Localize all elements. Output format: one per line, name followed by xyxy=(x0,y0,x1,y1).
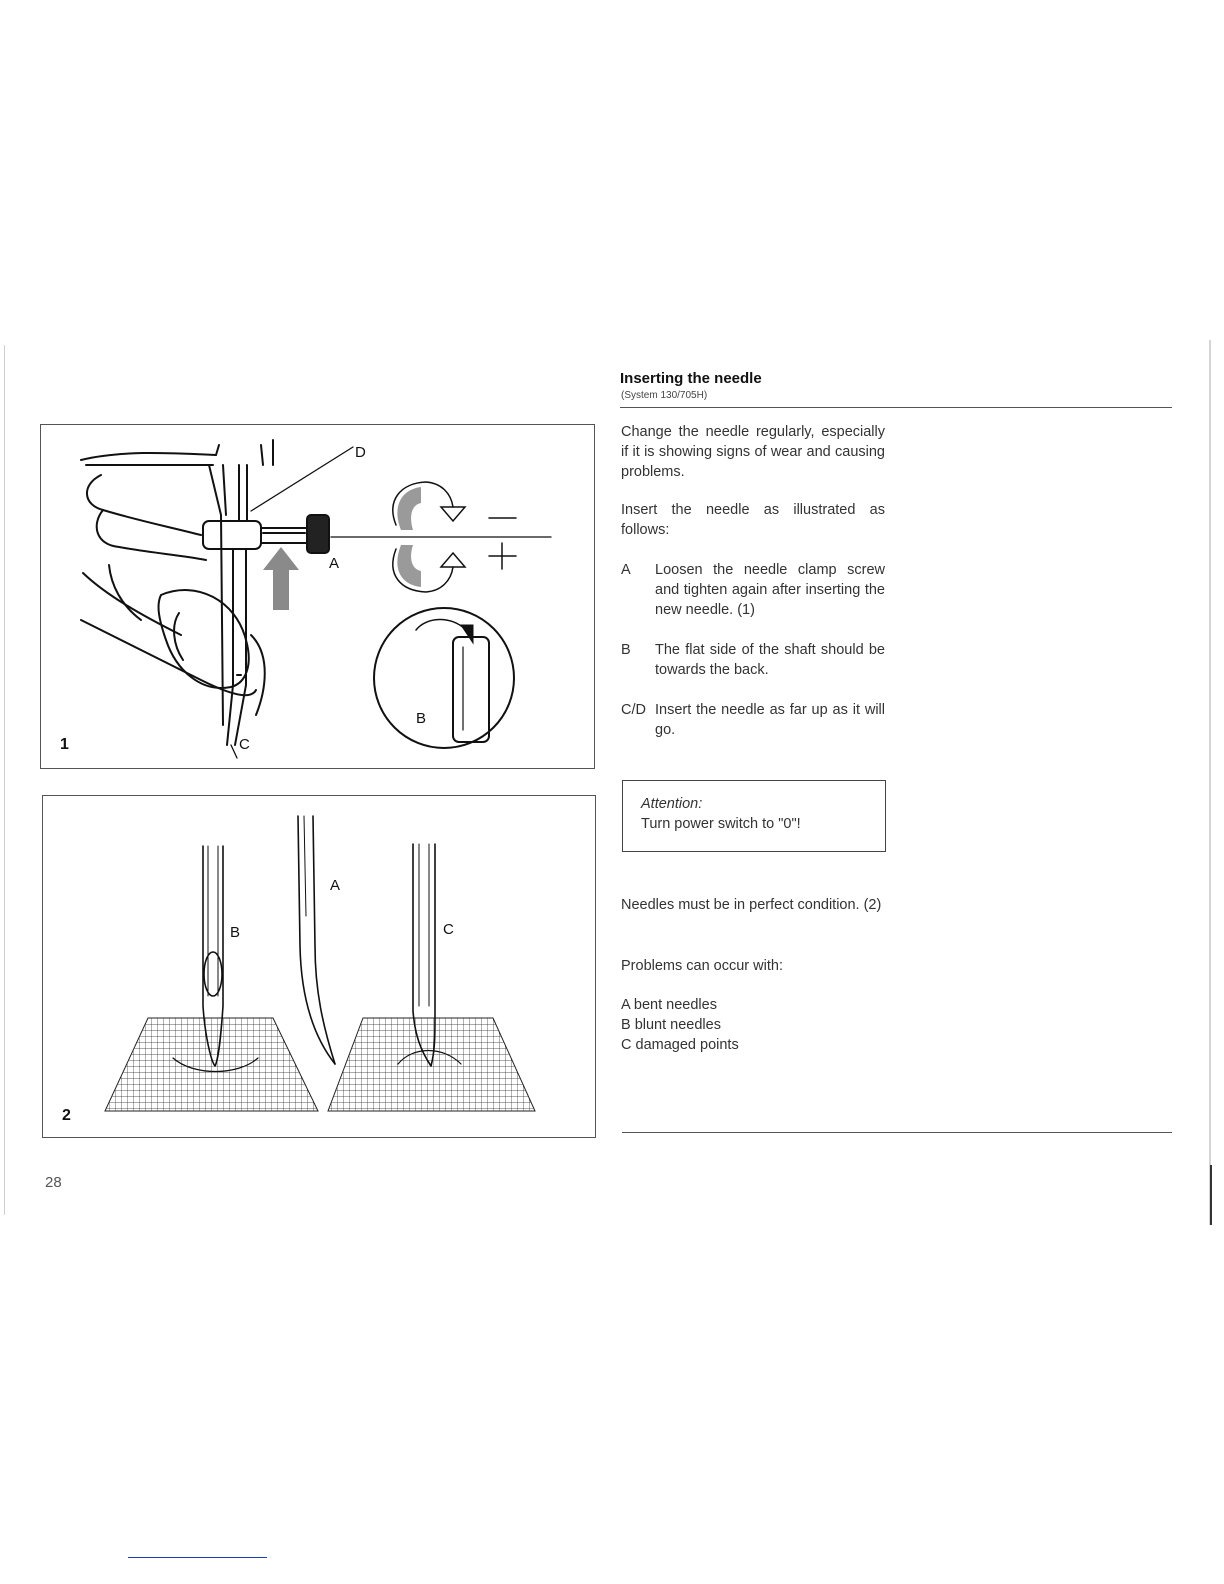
figure-1-label-b: B xyxy=(416,710,427,727)
problem-key: C xyxy=(621,1037,632,1053)
figure-2-number: 2 xyxy=(62,1107,71,1124)
needle-damage-illustration xyxy=(43,796,595,1137)
problem-item xyxy=(621,1015,885,1035)
figure-2-label-c: C xyxy=(443,921,454,938)
insert-heading: Insert the needle as illustrated as follows: xyxy=(621,502,885,538)
steps-list xyxy=(621,560,885,740)
needle-clamp-illustration xyxy=(41,425,594,768)
step-item xyxy=(621,640,885,680)
problems-heading: Problems can occur with: xyxy=(621,958,783,974)
problem-item xyxy=(621,995,885,1015)
scan-edge-right-mark xyxy=(1210,1165,1212,1225)
problem-text: damaged points xyxy=(635,1037,739,1053)
step-key: C/D xyxy=(621,702,646,718)
step-text: Loosen the needle clamp screw and tighten again after inserting the new needle. (1) xyxy=(655,562,885,618)
problem-key: B xyxy=(621,1017,631,1033)
section-subtitle: (System 130/705H) xyxy=(621,390,708,401)
figure-1-label-a: A xyxy=(329,555,340,572)
footer-underline xyxy=(128,1557,267,1558)
scan-edge-left xyxy=(4,345,5,1215)
attention-box xyxy=(622,780,886,852)
figure-2-needle-condition xyxy=(42,795,596,1138)
problem-text: blunt needles xyxy=(634,1017,721,1033)
step-item xyxy=(621,700,885,740)
page-number: 28 xyxy=(45,1174,62,1191)
figure-2-label-b: B xyxy=(230,924,241,941)
bottom-rule xyxy=(622,1132,1172,1133)
figure-2-label-a: A xyxy=(330,877,341,894)
step-key: B xyxy=(621,642,631,658)
figure-1-label-d: D xyxy=(355,444,366,461)
figure-1-number: 1 xyxy=(60,736,69,753)
step-key: A xyxy=(621,562,631,578)
section-title: Inserting the needle xyxy=(620,370,762,387)
step-text: Insert the needle as far up as it will go. xyxy=(655,702,885,738)
step-text: The flat side of the shaft should be towards the back. xyxy=(655,642,885,678)
title-rule xyxy=(620,407,1172,408)
problems-list xyxy=(621,995,885,1055)
attention-heading: Attention: xyxy=(641,796,703,812)
attention-text: Turn power switch to "0"! xyxy=(641,816,801,832)
problem-key: A xyxy=(621,997,630,1013)
step-item xyxy=(621,560,885,620)
figure-1-needle-insertion xyxy=(40,424,595,769)
problem-text: bent needles xyxy=(633,997,717,1013)
intro-paragraph: Change the needle regularly, especially if it is showing signs of wear and causing problems. xyxy=(621,424,885,480)
figure-1-label-c: C xyxy=(239,736,250,753)
scan-edge-right xyxy=(1209,340,1211,1225)
problem-item xyxy=(621,1035,885,1055)
condition-paragraph: Needles must be in perfect condition. (2) xyxy=(621,897,882,913)
